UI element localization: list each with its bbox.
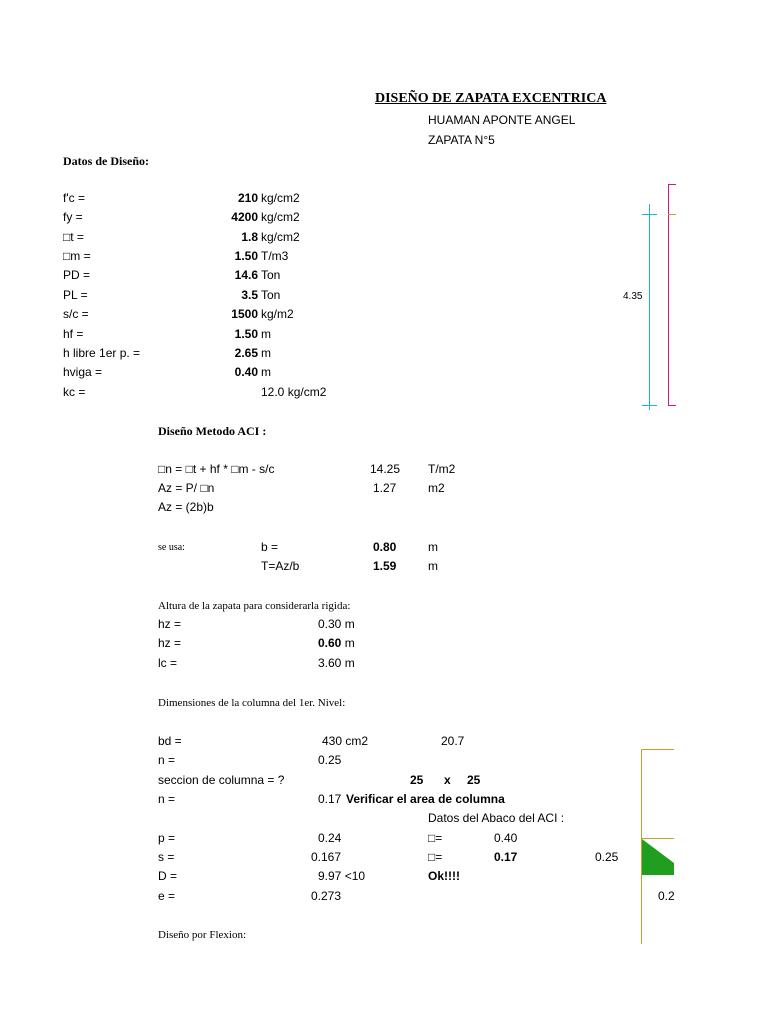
datos-label: □t = xyxy=(63,230,84,244)
magenta-bracket-line xyxy=(668,184,669,406)
seccion-label: seccion de columna = ? xyxy=(158,773,285,787)
datos-value: 14.6 xyxy=(234,268,258,282)
datos-unit: m xyxy=(261,327,271,341)
datos-label: PL = xyxy=(63,288,88,302)
datos-value-unit xyxy=(261,385,326,399)
az-formula: Az = P/ □n xyxy=(158,481,215,495)
ok-status: Ok!!!! xyxy=(428,869,460,883)
columna-heading: Dimensiones de la columna del 1er. Nivel: xyxy=(158,697,346,709)
datos-label: fy = xyxy=(63,210,83,224)
datos-unit: kg/m2 xyxy=(261,307,294,321)
bd-label: bd = xyxy=(158,734,182,748)
e-value: 0.273 xyxy=(311,889,342,903)
seccion-a: 25 xyxy=(410,773,424,787)
qn-formula: □n = □t + hf * □m - s/c xyxy=(158,462,275,476)
flexion-heading: Diseño por Flexion: xyxy=(158,929,246,941)
n2-label: n = xyxy=(158,792,176,806)
gamma-label: □= xyxy=(428,831,443,845)
cyan-tick-top xyxy=(642,214,657,215)
lc-unit: m xyxy=(344,656,355,670)
hz-label: hz = xyxy=(158,636,182,650)
e-label: e = xyxy=(158,889,176,903)
rho-extra: 0.25 xyxy=(595,850,619,864)
datos-label: □m = xyxy=(63,249,91,263)
az-value: 1.27 xyxy=(373,481,397,495)
cyan-dimension-line xyxy=(649,204,650,410)
author-name: HUAMAN APONTE ANGEL xyxy=(428,113,576,127)
datos-label: h libre 1er p. = xyxy=(63,346,141,360)
az2-formula: Az = (2b)b xyxy=(158,500,214,514)
t-label: T=Az/b xyxy=(261,559,300,573)
n1-label: n = xyxy=(158,753,176,767)
magenta-bracket-bottom xyxy=(668,405,676,406)
datos-unit: kg/cm2 xyxy=(287,385,327,399)
n2-value: 0.17 xyxy=(318,792,342,806)
zapata-number: ZAPATA N°5 xyxy=(428,133,495,147)
seccion-b: 25 xyxy=(467,773,481,787)
datos-label: kc = xyxy=(63,385,86,399)
datos-unit: kg/cm2 xyxy=(261,191,300,205)
datos-value: 1.8 xyxy=(241,230,258,244)
hz-label: hz = xyxy=(158,617,182,631)
datos-value: 4200 xyxy=(231,210,258,224)
s-label: s = xyxy=(158,850,175,864)
lc-value: 3.60 xyxy=(318,656,342,670)
az-unit: m2 xyxy=(428,481,445,495)
qn-unit: T/m2 xyxy=(428,462,456,476)
datos-value: 1.50 xyxy=(234,327,258,341)
datos-value: 1500 xyxy=(231,307,258,321)
seccion-x: x xyxy=(444,773,451,787)
datos-value: 0.40 xyxy=(234,365,258,379)
n1-value: 0.25 xyxy=(318,753,342,767)
datos-value: 3.5 xyxy=(241,288,258,302)
se-usa-label: se usa: xyxy=(158,542,185,553)
bd-extra: 20.7 xyxy=(441,734,465,748)
cyan-tick-bottom xyxy=(642,405,657,406)
datos-value: 1.50 xyxy=(234,249,258,263)
datos-label: PD = xyxy=(63,268,91,282)
page-title: DISEÑO DE ZAPATA EXCENTRICA xyxy=(375,91,607,106)
datos-label: hf = xyxy=(63,327,84,341)
datos-label: hviga = xyxy=(63,365,103,379)
datos-label: f'c = xyxy=(63,191,85,205)
verify-note: Verificar el area de columna xyxy=(346,792,505,806)
hz-unit: m xyxy=(344,617,355,631)
b-label: b = xyxy=(261,540,279,554)
datos-value: 2.65 xyxy=(234,346,258,360)
b-unit: m xyxy=(428,540,438,554)
gold-frame-top xyxy=(641,749,674,750)
datos-unit: T/m3 xyxy=(261,249,289,263)
magenta-bracket-top xyxy=(668,184,676,185)
hz-unit: m xyxy=(344,636,355,650)
abaco-label: Datos del Abaco del ACI : xyxy=(428,811,565,825)
qn-value: 14.25 xyxy=(370,462,401,476)
rho-label: □= xyxy=(428,850,443,864)
d-value: 9.97 <10 xyxy=(318,869,366,883)
datos-heading: Datos de Diseño: xyxy=(63,154,149,168)
t-value: 1.59 xyxy=(373,559,397,573)
green-triangle-shape xyxy=(642,839,674,875)
datos-value: 210 xyxy=(237,191,258,205)
p-label: p = xyxy=(158,831,176,845)
gold-tick xyxy=(668,214,676,215)
aci-heading: Diseño Metodo ACI : xyxy=(158,424,267,438)
datos-value: 12.0 xyxy=(261,385,285,399)
datos-unit: m xyxy=(261,346,271,360)
lc-value-unit xyxy=(318,656,355,670)
d-label: D = xyxy=(158,869,178,883)
datos-unit: Ton xyxy=(261,288,281,302)
e-extra: 0.2 xyxy=(658,889,675,903)
dimension-label: 4.35 xyxy=(623,291,643,302)
datos-unit: m xyxy=(261,365,271,379)
datos-label: s/c = xyxy=(63,307,89,321)
t-unit: m xyxy=(428,559,438,573)
datos-unit: kg/cm2 xyxy=(261,210,300,224)
hz-value: 0.60 xyxy=(318,636,342,650)
hz-value: 0.30 xyxy=(318,617,342,631)
gamma-value: 0.40 xyxy=(494,831,518,845)
p-value: 0.24 xyxy=(318,831,342,845)
bd-value: 430 cm2 xyxy=(322,734,369,748)
datos-unit: Ton xyxy=(261,268,281,282)
b-value: 0.80 xyxy=(373,540,397,554)
altura-heading: Altura de la zapata para considerarla rigida: xyxy=(158,600,351,612)
rho-value: 0.17 xyxy=(494,850,518,864)
lc-label: lc = xyxy=(158,656,178,670)
hz-value-unit xyxy=(318,617,355,631)
s-value: 0.167 xyxy=(311,850,342,864)
datos-unit: kg/cm2 xyxy=(261,230,300,244)
hz-value-unit xyxy=(318,636,355,650)
